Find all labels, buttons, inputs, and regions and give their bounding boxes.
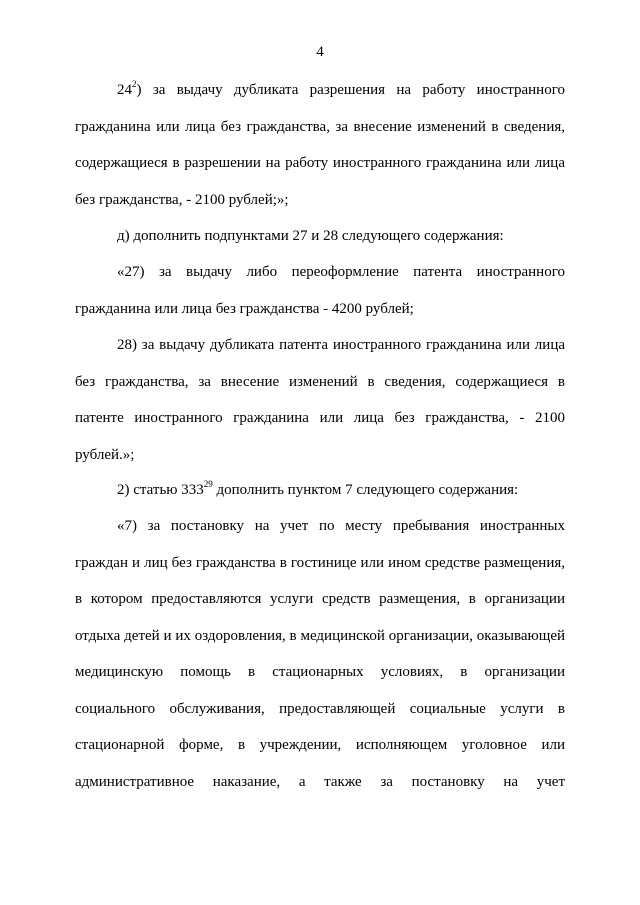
paragraph-prefix: 2) статью 333	[117, 482, 204, 498]
paragraph-article-333-29	[75, 472, 565, 509]
paragraph-28	[75, 327, 565, 473]
paragraph-text: «27) за выдачу либо переоформление патента иностранного гражданина или лица без гражданства - 4200 рублей;	[75, 264, 565, 317]
paragraph-text: д) дополнить подпунктами 27 и 28 следующего содержания:	[117, 228, 504, 244]
paragraph-7	[75, 508, 565, 800]
paragraph-text: 28) за выдачу дубликата патента иностранного гражданина или лица без гражданства, за внесение изменений в сведения, содержащиеся в патенте иностранного гражданина или лица без гражданства, - 2100 рублей.»;	[75, 337, 565, 463]
paragraph-number: 24	[117, 82, 132, 98]
superscript: 2	[132, 79, 137, 89]
paragraph-27	[75, 254, 565, 327]
paragraph-text: «7) за постановку на учет по месту пребывания иностранных граждан и лиц без гражданства в гостинице или ином средстве размещения, в котором предоставляются услуги средств размещения, в организации отдыха детей и их оздоровления, в медицинской организации, оказывающей медицинскую помощь в стационарных условиях, в организации социального обслуживания, предоставляющей социальные услуги в стационарной форме, в учреждении, исполняющем уголовное или административное наказание, а также за постановку на учет	[75, 518, 565, 790]
page-number: 4	[316, 44, 324, 60]
paragraph-24-2	[75, 72, 565, 218]
paragraph-d	[75, 218, 565, 255]
paragraph-text: дополнить пунктом 7 следующего содержания:	[212, 482, 519, 498]
superscript: 29	[203, 479, 213, 489]
paragraph-text: ) за выдачу дубликата разрешения на работу иностранного гражданина или лица без гражданства, за внесение изменений в сведения, содержащиеся в разрешении на работу иностранного гражданина или лица без гражданства, - 2100 рублей;»;	[75, 82, 565, 208]
